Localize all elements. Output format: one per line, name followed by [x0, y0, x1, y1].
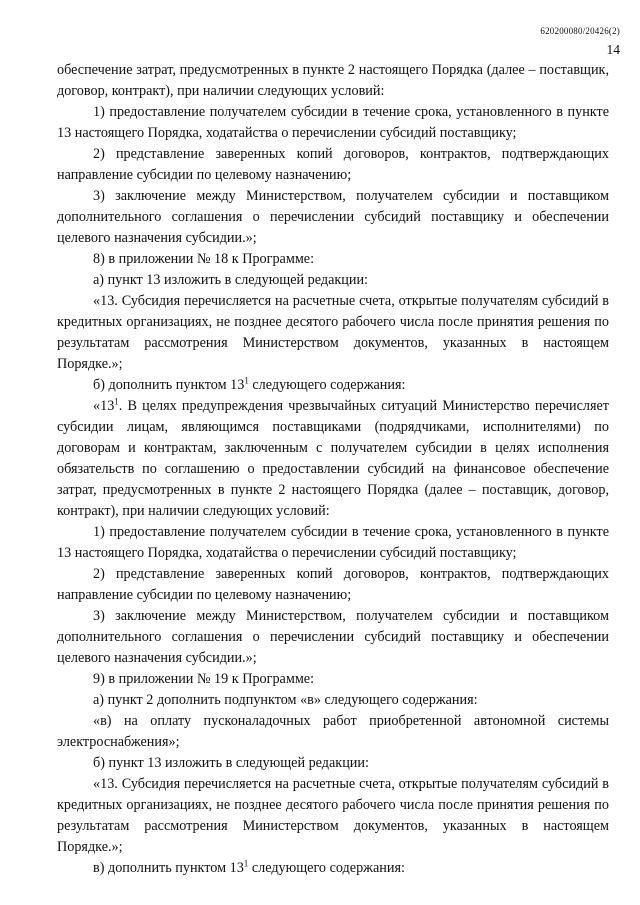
paragraph — [57, 564, 609, 606]
document-body — [57, 60, 609, 879]
superscript: 1 — [244, 375, 249, 386]
paragraph — [57, 270, 609, 291]
superscript: 1 — [114, 396, 119, 407]
paragraph — [57, 375, 609, 396]
paragraph — [57, 522, 609, 564]
paragraph-text: 1) предоставление получателем субсидии в течение срока, установленного в пункте 13 настоящего Порядка, ходатайства о перечислении субсидий поставщику; — [57, 104, 609, 141]
paragraph — [57, 102, 609, 144]
paragraph-text: «13. Субсидия перечисляется на расчетные счета, открытые получателям субсидий в кредитных организациях, не позднее десятого рабочего числа после принятия решения по результатам рассмотрения Министерством документов, указанных в настоящем Порядке.»; — [57, 776, 609, 855]
paragraph — [57, 396, 609, 522]
paragraph-text: б) дополнить пунктом 13 — [93, 377, 245, 393]
paragraph-text: 8) в приложении № 18 к Программе: — [93, 251, 315, 267]
paragraph-text: а) пункт 2 дополнить подпунктом «в» следующего содержания: — [93, 692, 478, 708]
paragraph — [57, 606, 609, 669]
paragraph-text: в) дополнить пунктом 13 — [93, 860, 244, 876]
paragraph-text: обеспечение затрат, предусмотренных в пункте 2 настоящего Порядка (далее – поставщик, договор, контракт), при наличии следующих условий: — [57, 62, 609, 99]
paragraph — [57, 186, 609, 249]
paragraph-text: 2) представление заверенных копий договоров, контрактов, подтверждающих направление субсидии по целевому назначению; — [57, 146, 609, 183]
paragraph-text: 9) в приложении № 19 к Программе: — [93, 671, 315, 687]
paragraph-text: «13 — [93, 398, 115, 414]
paragraph-text: «в) на оплату пусконаладочных работ приобретенной автономной системы электроснабжения»; — [57, 713, 609, 750]
paragraph — [57, 711, 609, 753]
paragraph-text: 3) заключение между Министерством, получателем субсидии и поставщиком дополнительного соглашения о перечислении субсидий поставщику и обеспечении целевого назначения субсидии.»; — [57, 608, 609, 666]
document-number: 620200080/20426(2) — [540, 26, 620, 36]
paragraph — [57, 774, 609, 858]
paragraph-text-continued: следующего содержания: — [248, 377, 406, 393]
paragraph — [57, 249, 609, 270]
page-number: 14 — [606, 42, 620, 57]
paragraph-text: 2) представление заверенных копий договоров, контрактов, подтверждающих направление субсидии по целевому назначению; — [57, 566, 609, 603]
paragraph-text: 1) предоставление получателем субсидии в течение срока, установленного в пункте 13 настоящего Порядка, ходатайства о перечислении субсидий поставщику; — [57, 524, 609, 561]
paragraph-text-continued: . В целях предупреждения чрезвычайных ситуаций Министерство перечисляет субсидии лицам, являющимся поставщиками (подрядчиками, исполнителями) по договорам и контрактам, заключенным с получателем субсидии в целях исполнения обязательств по соглашению о предоставлении субсидий на финансовое обеспечение затрат, предусмотренных в пункте 2 настоящего Порядка (далее – поставщик, договор, контракт), при наличии следующих условий: — [57, 398, 609, 519]
paragraph — [57, 291, 609, 375]
paragraph-text: «13. Субсидия перечисляется на расчетные счета, открытые получателям субсидий в кредитных организациях, не позднее десятого рабочего числа после принятия решения по результатам рассмотрения Министерством документов, указанных в настоящем Порядке.»; — [57, 293, 609, 372]
paragraph-text: а) пункт 13 изложить в следующей редакции: — [93, 272, 368, 288]
paragraph — [57, 753, 609, 774]
paragraph — [57, 60, 609, 102]
paragraph-text: б) пункт 13 изложить в следующей редакции: — [93, 755, 369, 771]
paragraph — [57, 669, 609, 690]
superscript: 1 — [243, 858, 249, 869]
paragraph — [57, 144, 609, 186]
paragraph — [57, 690, 609, 711]
paragraph-text-continued: следующего содержания: — [248, 860, 405, 876]
paragraph — [57, 858, 609, 879]
paragraph-text: 3) заключение между Министерством, получателем субсидии и поставщиком дополнительного соглашения о перечислении субсидий поставщику и обеспечении целевого назначения субсидии.»; — [57, 188, 609, 246]
